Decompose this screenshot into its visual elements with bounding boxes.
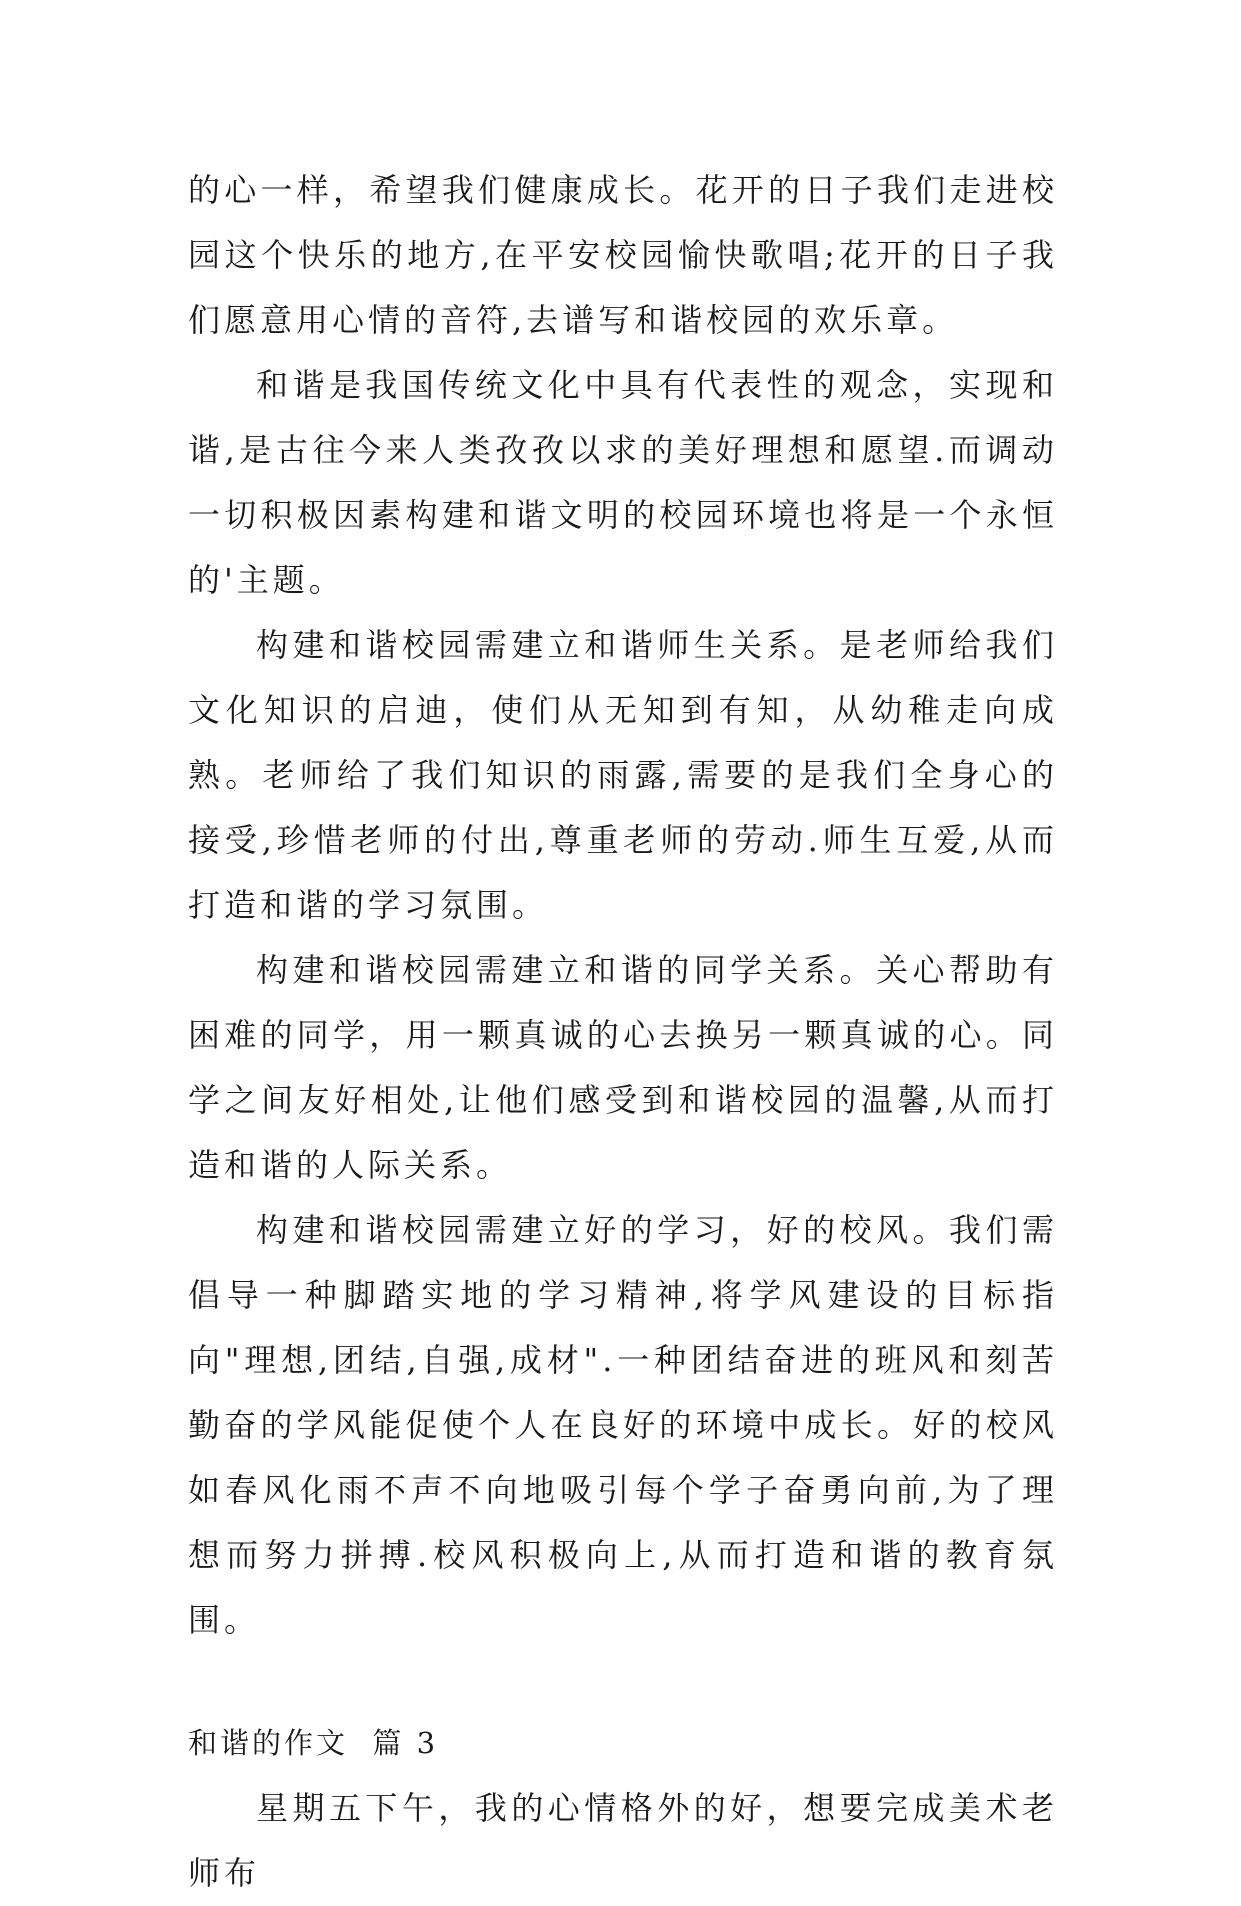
paragraph-section-start: 星期五下午，我的心情格外的好，想要完成美术老师布 [188,1789,1058,1892]
section-heading: 和谐的作文 篇 3 [188,1726,439,1760]
document-body [188,158,1058,1906]
paragraph-classmates: 构建和谐校园需建立和谐的同学关系。关心帮助有困难的同学，用一颗真诚的心去换另一颗真诚的心。同学之间友好相处,让他们感受到和谐校园的温馨,从而打造和谐的人际关系。 [188,951,1058,1184]
paragraph-continued: 的心一样，希望我们健康成长。花开的日子我们走进校园这个快乐的地方,在平安校园愉快歌唱;花开的日子我们愿意用心情的音符,去谱写和谐校园的欢乐章。 [188,171,1058,339]
paragraph-teacher-student: 构建和谐校园需建立和谐师生关系。是老师给我们文化知识的启迪，使们从无知到有知，从幼稚走向成熟。老师给了我们知识的雨露,需要的是我们全身心的接受,珍惜老师的付出,尊重老师的劳动.师生互爱,从而打造和谐的学习氛围。 [188,626,1058,924]
paragraph-school-spirit: 构建和谐校园需建立好的学习，好的校风。我们需倡导一种脚踏实地的学习精神,将学风建设的目标指向"理想,团结,自强,成材".一种团结奋进的班风和刻苦勤奋的学风能促使个人在良好的环境中成长。好的校风如春风化雨不声不向地吸引每个学子奋勇向前,为了理想而努力拼搏.校风积极向上,从而打造和谐的教育氛围。 [188,1211,1058,1639]
paragraph-harmony-concept: 和谐是我国传统文化中具有代表性的观念，实现和谐,是古往今来人类孜孜以求的美好理想和愿望.而调动一切积极因素构建和谐文明的校园环境也将是一个永恒的'主题。 [188,366,1058,599]
